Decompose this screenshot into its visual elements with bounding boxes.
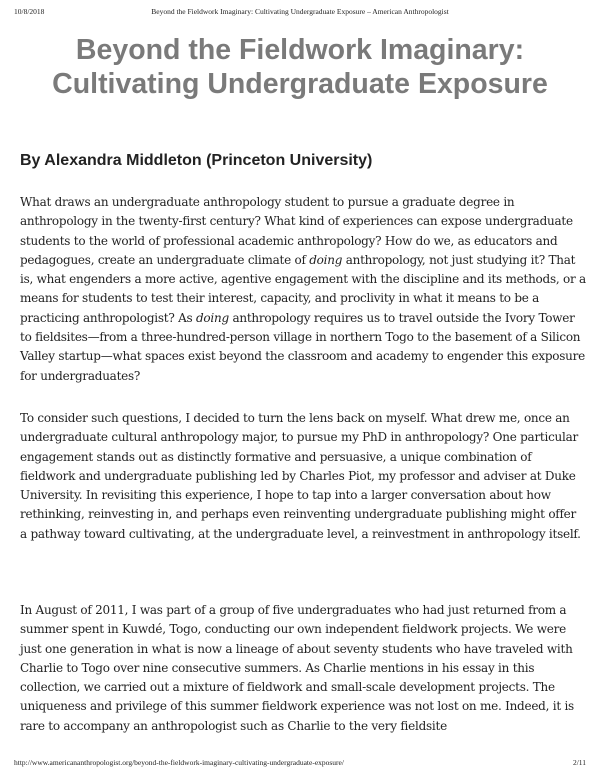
paragraph-1-part-b: anthropology, not just studying it? That is, what engenders a more active, agentive engagement with the discipline and its methods, or a means for students to test their interest, capacity, and proclivity in what it means to be a practicing anthropologist? As — [20, 252, 586, 325]
paragraph-3: In August of 2011, I was part of a group of five undergraduates who had just returned from a summer spent in Kuwdé, Togo, conducting our own independent fieldwork projects. We were just one generation in what is now a lineage of about seventy students who have traveled with Charlie to Togo over nine consecutive summers. As Charlie mentions in his essay in this collection, we carried out a mixture of fieldwork and small-scale development projects. The uniqueness and privilege of this summer fieldwork experience was not lost on me. Indeed, it is rare to accompany an anthropologist such as Charlie to the very fieldsite — [20, 603, 574, 733]
paragraph-1 — [20, 193, 586, 386]
print-url: http://www.americananthropologist.org/beyond-the-fieldwork-imaginary-cultivating-undergraduate-exposure/ — [14, 758, 344, 767]
emphasis-doing-2: doing — [196, 310, 229, 325]
emphasis-doing-1: doing — [309, 252, 343, 267]
print-header — [0, 7, 600, 21]
article-title-line-1: Beyond the Fieldwork Imaginary: — [75, 34, 525, 66]
print-page-title: Beyond the Fieldwork Imaginary: Cultivating Undergraduate Exposure – American Anthropologist — [151, 7, 449, 16]
page-number: 2/11 — [572, 758, 586, 767]
paragraph-2: To consider such questions, I decided to turn the lens back on myself. What drew me, once an undergraduate cultural anthropology major, to pursue my PhD in anthropology? One particular engagement stands out as distinctly formative and persuasive, a unique combination of fieldwork and undergraduate publishing led by Charles Piot, my professor and adviser at Duke University. In revisiting this experience, I hope to tap into a larger conversation about how rethinking, reinvesting in, and perhaps even reinventing undergraduate publishing might offer a pathway toward cultivating, at the undergraduate level, a reinvestment in anthropology itself. — [20, 411, 581, 541]
article-byline: By Alexandra Middleton (Princeton University) — [20, 152, 373, 169]
print-footer — [0, 758, 600, 770]
print-date: 10/8/2018 — [14, 7, 45, 16]
paragraph-1-part-c: anthropology requires us to travel outside the Ivory Tower to fieldsites—from a three-hundred-person village in northern Togo to the basement of a Silicon Valley startup—what spaces exist beyond the classroom and academy to engender this exposure for undergraduates? — [20, 310, 585, 383]
article-title-line-2: Cultivating Undergraduate Exposure — [52, 68, 548, 100]
article-title — [20, 33, 580, 101]
paragraph-1-part-a: What draws an undergraduate anthropology student to pursue a graduate degree in anthropology in the twenty-first century? What kind of experiences can expose undergraduate students to the world of professional academic anthropology? How do we, as educators and pedagogues, create an undergraduate climate of — [20, 195, 573, 267]
